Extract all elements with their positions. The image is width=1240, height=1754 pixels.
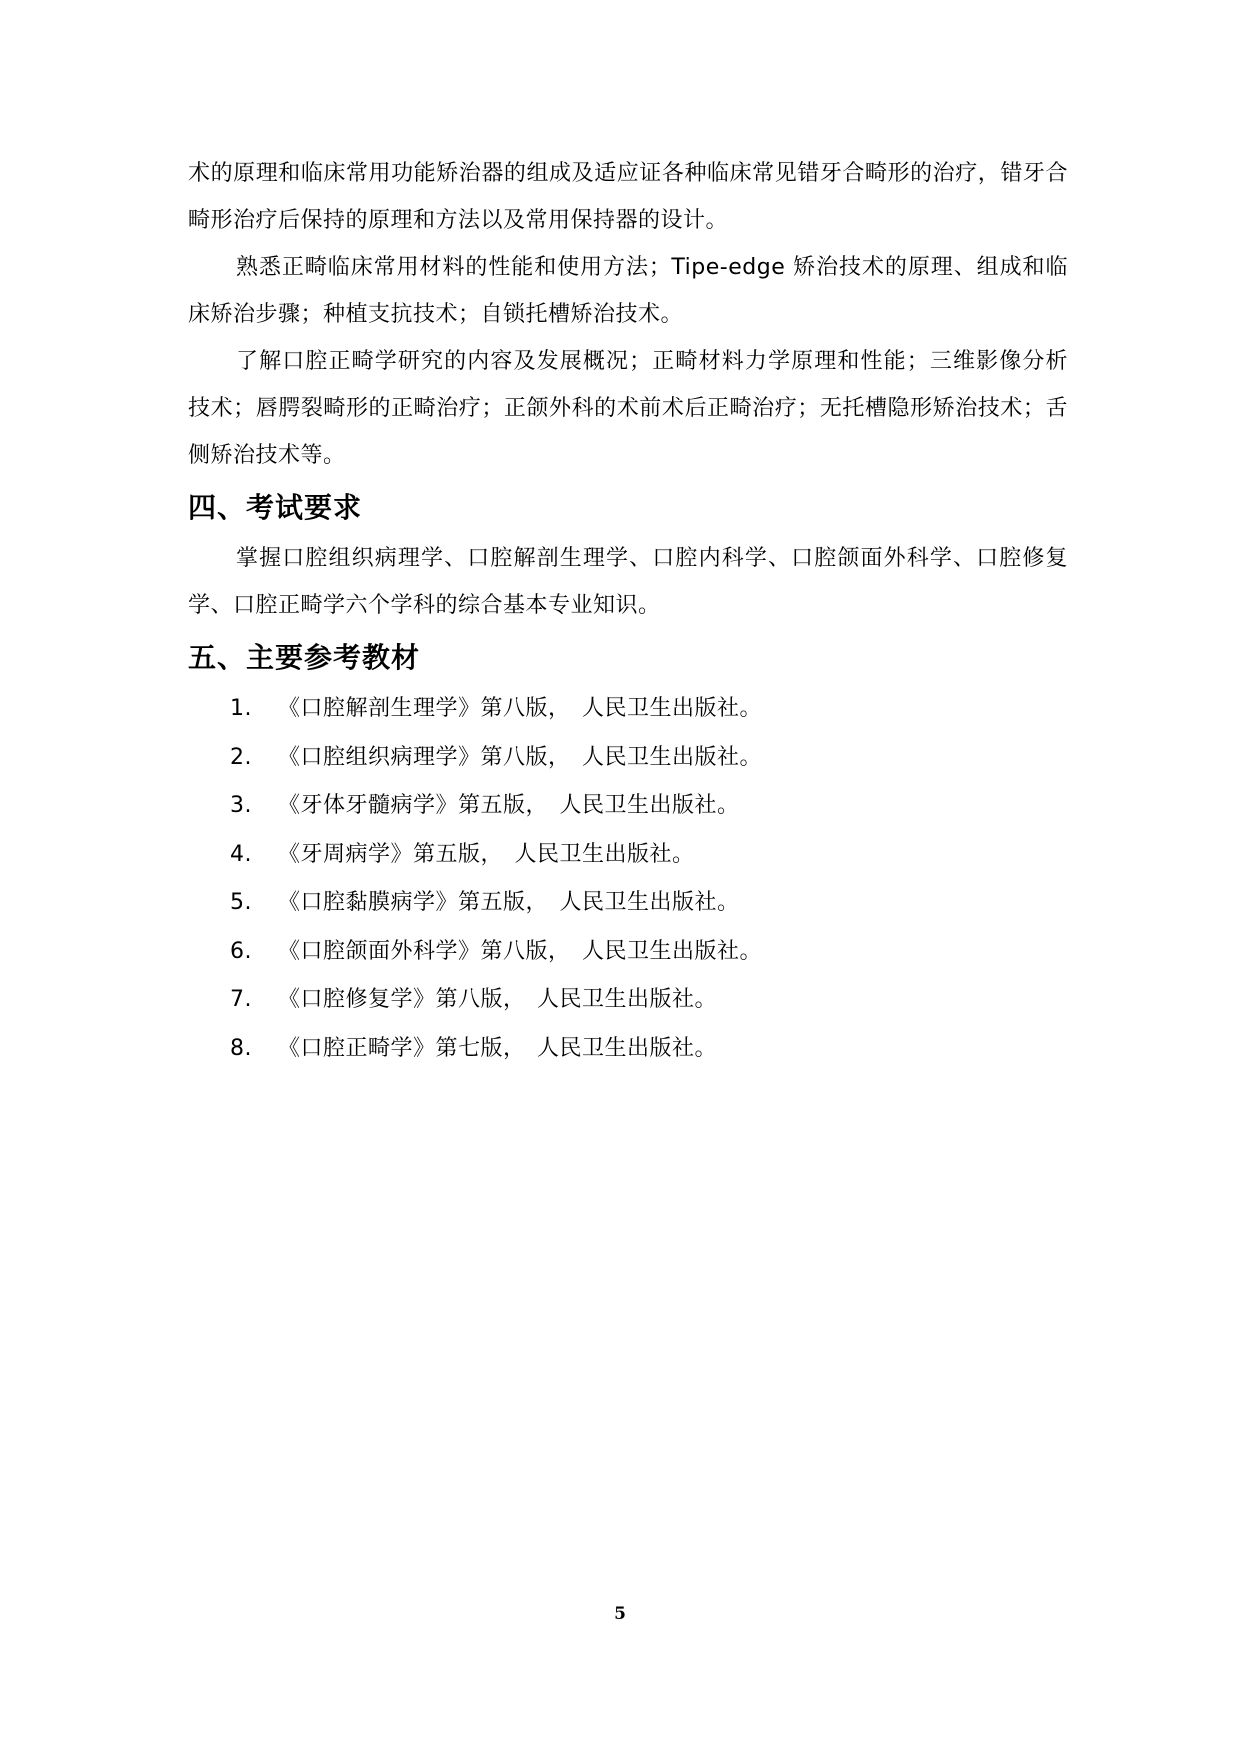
reference-item: [188, 734, 1068, 783]
reference-item: [188, 928, 1068, 977]
reference-text: 《口腔解剖生理学》第八版， 人民卫生出版社。: [278, 696, 763, 721]
reference-item: [188, 879, 1068, 928]
page-number: 5: [614, 1604, 626, 1624]
reference-text: 《牙周病学》第五版， 人民卫生出版社。: [278, 841, 695, 867]
paragraph-exam-requirements: 掌握口腔组织病理学、口腔解剖生理学、口腔内科学、口腔颌面外科学、口腔修复学、口腔正畸学六个学科的综合基本专业知识。: [188, 546, 1068, 618]
reference-text: 《牙体牙髓病学》第五版， 人民卫生出版社。: [278, 793, 740, 818]
paragraph-understand: 了解口腔正畸学研究的内容及发展概况；正畸材料力学原理和性能；三维影像分析技术；唇腭裂畸形的正畸治疗；正颌外科的术前术后正畸治疗；无托槽隐形矫治技术；舌侧矫治技术等。: [188, 349, 1068, 468]
reference-number: 2.: [230, 744, 252, 770]
reference-text: 《口腔正畸学》第七版， 人民卫生出版社。: [278, 1035, 718, 1061]
reference-number: 7.: [230, 987, 252, 1012]
reference-text: 《口腔修复学》第八版， 人民卫生出版社。: [278, 987, 718, 1012]
section-heading-exam-requirements: 四、考试要求: [188, 491, 363, 524]
reference-item: [188, 831, 1068, 880]
reference-list: [188, 685, 1068, 1073]
reference-item: [188, 782, 1068, 831]
reference-number: 1.: [230, 696, 252, 721]
reference-number: 8.: [230, 1035, 252, 1061]
paragraph-continued-treatment: 术的原理和临床常用功能矫治器的组成及适应证各种临床常见错牙合畸形的治疗，错牙合畸形治疗后保持的原理和方法以及常用保持器的设计。: [188, 161, 1068, 233]
section-heading-references: 五、主要参考教材: [188, 641, 421, 674]
reference-text: 《口腔组织病理学》第八版， 人民卫生出版社。: [278, 744, 763, 770]
reference-text: 《口腔黏膜病学》第五版， 人民卫生出版社。: [278, 890, 740, 915]
reference-item: [188, 976, 1068, 1025]
reference-number: 4.: [230, 841, 252, 867]
reference-number: 3.: [230, 793, 252, 818]
reference-item: [188, 1025, 1068, 1074]
paragraph-familiar-with: 熟悉正畸临床常用材料的性能和使用方法；Tipe-edge 矫治技术的原理、组成和临床矫治步骤；种植支抗技术；自锁托槽矫治技术。: [188, 255, 1068, 327]
reference-text: 《口腔颌面外科学》第八版， 人民卫生出版社。: [278, 938, 763, 964]
reference-item: [188, 685, 1068, 734]
page-content: [188, 150, 1068, 1073]
reference-number: 5.: [230, 890, 252, 915]
reference-number: 6.: [230, 938, 252, 964]
